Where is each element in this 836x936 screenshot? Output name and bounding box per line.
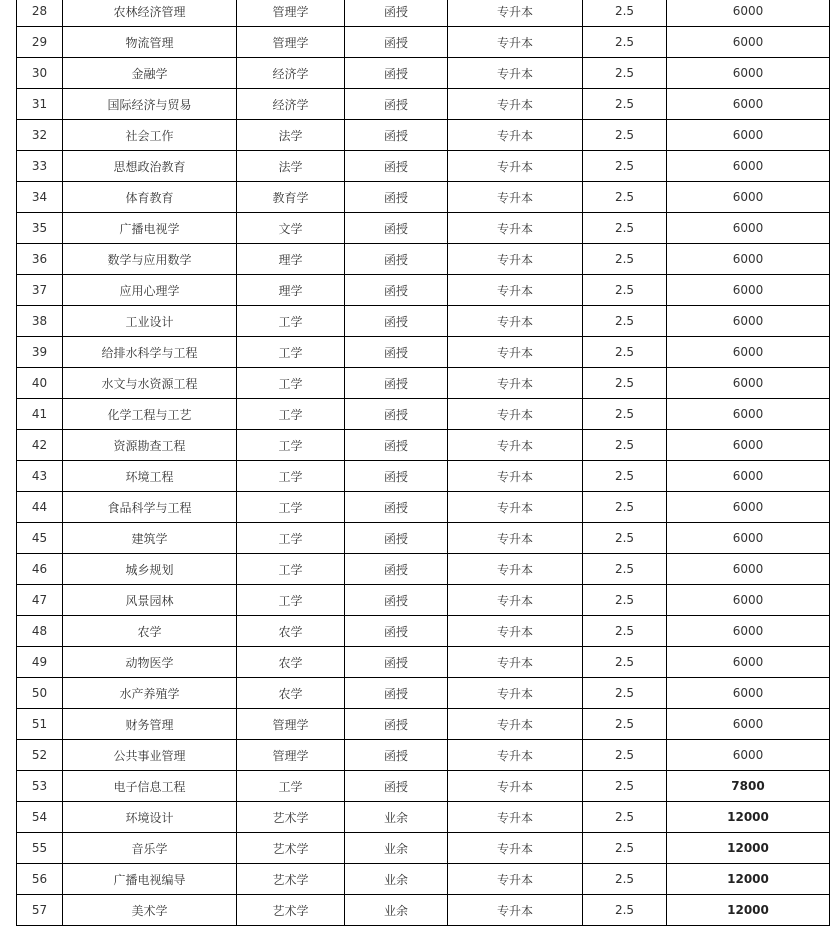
- education-level-cell: 专升本: [448, 244, 583, 275]
- duration-years-cell: 2.5: [583, 616, 667, 647]
- row-number-cell: 32: [17, 120, 63, 151]
- discipline-category-cell: 工学: [237, 430, 345, 461]
- study-mode-cell: 函授: [345, 678, 448, 709]
- table-row: [17, 0, 830, 27]
- discipline-category-cell: 农学: [237, 678, 345, 709]
- education-level-cell: 专升本: [448, 895, 583, 926]
- education-level-cell: 专升本: [448, 461, 583, 492]
- row-number-cell: 31: [17, 89, 63, 120]
- major-name-cell: 应用心理学: [63, 275, 237, 306]
- duration-years-cell: 2.5: [583, 647, 667, 678]
- duration-years-cell: 2.5: [583, 678, 667, 709]
- major-name-cell: 金融学: [63, 58, 237, 89]
- tuition-fee-cell: 12000: [667, 895, 830, 926]
- education-level-cell: 专升本: [448, 647, 583, 678]
- study-mode-cell: 函授: [345, 616, 448, 647]
- tuition-fee-cell: 12000: [667, 864, 830, 895]
- row-number-cell: 44: [17, 492, 63, 523]
- major-name-cell: 农学: [63, 616, 237, 647]
- study-mode-cell: 函授: [345, 523, 448, 554]
- discipline-category-cell: 工学: [237, 337, 345, 368]
- row-number-cell: 53: [17, 771, 63, 802]
- tuition-fee-cell: 6000: [667, 461, 830, 492]
- study-mode-cell: 函授: [345, 585, 448, 616]
- discipline-category-cell: 农学: [237, 647, 345, 678]
- major-name-cell: 化学工程与工艺: [63, 399, 237, 430]
- table-row: [17, 58, 830, 89]
- study-mode-cell: 函授: [345, 554, 448, 585]
- table-row: [17, 554, 830, 585]
- row-number-cell: 43: [17, 461, 63, 492]
- major-name-cell: 音乐学: [63, 833, 237, 864]
- study-mode-cell: 函授: [345, 58, 448, 89]
- education-level-cell: 专升本: [448, 337, 583, 368]
- discipline-category-cell: 工学: [237, 585, 345, 616]
- discipline-category-cell: 法学: [237, 120, 345, 151]
- row-number-cell: 50: [17, 678, 63, 709]
- discipline-category-cell: 法学: [237, 151, 345, 182]
- major-name-cell: 风景园林: [63, 585, 237, 616]
- discipline-category-cell: 管理学: [237, 0, 345, 27]
- table-row: [17, 151, 830, 182]
- tuition-fee-cell: 6000: [667, 740, 830, 771]
- table-row: [17, 213, 830, 244]
- discipline-category-cell: 工学: [237, 306, 345, 337]
- duration-years-cell: 2.5: [583, 523, 667, 554]
- study-mode-cell: 函授: [345, 244, 448, 275]
- major-name-cell: 广播电视学: [63, 213, 237, 244]
- education-level-cell: 专升本: [448, 399, 583, 430]
- study-mode-cell: 函授: [345, 647, 448, 678]
- table-row: [17, 492, 830, 523]
- duration-years-cell: 2.5: [583, 368, 667, 399]
- tuition-fee-cell: 6000: [667, 492, 830, 523]
- tuition-fee-cell: 6000: [667, 151, 830, 182]
- major-name-cell: 农林经济管理: [63, 0, 237, 27]
- tuition-fee-cell: 6000: [667, 58, 830, 89]
- table-row: [17, 337, 830, 368]
- tuition-fee-cell: 6000: [667, 399, 830, 430]
- study-mode-cell: 函授: [345, 771, 448, 802]
- duration-years-cell: 2.5: [583, 709, 667, 740]
- tuition-fee-cell: 7800: [667, 771, 830, 802]
- discipline-category-cell: 工学: [237, 771, 345, 802]
- duration-years-cell: 2.5: [583, 213, 667, 244]
- education-level-cell: 专升本: [448, 120, 583, 151]
- table-row: [17, 647, 830, 678]
- major-name-cell: 体育教育: [63, 182, 237, 213]
- table-row: [17, 616, 830, 647]
- row-number-cell: 34: [17, 182, 63, 213]
- table-row: [17, 833, 830, 864]
- tuition-fee-cell: 6000: [667, 27, 830, 58]
- study-mode-cell: 函授: [345, 430, 448, 461]
- education-level-cell: 专升本: [448, 430, 583, 461]
- row-number-cell: 28: [17, 0, 63, 27]
- table-row: [17, 585, 830, 616]
- education-level-cell: 专升本: [448, 802, 583, 833]
- study-mode-cell: 函授: [345, 461, 448, 492]
- discipline-category-cell: 艺术学: [237, 864, 345, 895]
- tuition-fee-cell: 6000: [667, 0, 830, 27]
- study-mode-cell: 函授: [345, 337, 448, 368]
- table-row: [17, 523, 830, 554]
- tuition-fee-cell: 6000: [667, 275, 830, 306]
- table-body: [17, 0, 830, 926]
- study-mode-cell: 函授: [345, 275, 448, 306]
- table-row: [17, 678, 830, 709]
- tuition-fee-cell: 6000: [667, 368, 830, 399]
- study-mode-cell: 函授: [345, 182, 448, 213]
- table-row: [17, 275, 830, 306]
- major-name-cell: 水产养殖学: [63, 678, 237, 709]
- table-row: [17, 864, 830, 895]
- major-name-cell: 财务管理: [63, 709, 237, 740]
- row-number-cell: 40: [17, 368, 63, 399]
- major-name-cell: 资源勘查工程: [63, 430, 237, 461]
- duration-years-cell: 2.5: [583, 492, 667, 523]
- discipline-category-cell: 工学: [237, 523, 345, 554]
- row-number-cell: 52: [17, 740, 63, 771]
- row-number-cell: 38: [17, 306, 63, 337]
- row-number-cell: 49: [17, 647, 63, 678]
- tuition-fee-cell: 6000: [667, 182, 830, 213]
- duration-years-cell: 2.5: [583, 120, 667, 151]
- study-mode-cell: 函授: [345, 492, 448, 523]
- study-mode-cell: 函授: [345, 120, 448, 151]
- study-mode-cell: 函授: [345, 740, 448, 771]
- study-mode-cell: 函授: [345, 89, 448, 120]
- row-number-cell: 36: [17, 244, 63, 275]
- table-row: [17, 120, 830, 151]
- discipline-category-cell: 艺术学: [237, 802, 345, 833]
- row-number-cell: 42: [17, 430, 63, 461]
- major-name-cell: 公共事业管理: [63, 740, 237, 771]
- table-row: [17, 802, 830, 833]
- duration-years-cell: 2.5: [583, 554, 667, 585]
- major-name-cell: 建筑学: [63, 523, 237, 554]
- education-level-cell: 专升本: [448, 58, 583, 89]
- row-number-cell: 51: [17, 709, 63, 740]
- discipline-category-cell: 艺术学: [237, 833, 345, 864]
- duration-years-cell: 2.5: [583, 151, 667, 182]
- discipline-category-cell: 经济学: [237, 89, 345, 120]
- row-number-cell: 30: [17, 58, 63, 89]
- major-name-cell: 物流管理: [63, 27, 237, 58]
- discipline-category-cell: 管理学: [237, 709, 345, 740]
- row-number-cell: 47: [17, 585, 63, 616]
- table-row: [17, 368, 830, 399]
- table-row: [17, 430, 830, 461]
- discipline-category-cell: 艺术学: [237, 895, 345, 926]
- duration-years-cell: 2.5: [583, 244, 667, 275]
- study-mode-cell: 函授: [345, 709, 448, 740]
- discipline-category-cell: 文学: [237, 213, 345, 244]
- tuition-fee-cell: 6000: [667, 523, 830, 554]
- table-row: [17, 182, 830, 213]
- education-level-cell: 专升本: [448, 554, 583, 585]
- education-level-cell: 专升本: [448, 306, 583, 337]
- study-mode-cell: 业余: [345, 833, 448, 864]
- tuition-fee-cell: 6000: [667, 678, 830, 709]
- major-name-cell: 工业设计: [63, 306, 237, 337]
- education-level-cell: 专升本: [448, 740, 583, 771]
- education-level-cell: 专升本: [448, 213, 583, 244]
- tuition-fee-cell: 6000: [667, 585, 830, 616]
- major-name-cell: 城乡规划: [63, 554, 237, 585]
- duration-years-cell: 2.5: [583, 740, 667, 771]
- duration-years-cell: 2.5: [583, 430, 667, 461]
- tuition-fee-cell: 6000: [667, 709, 830, 740]
- duration-years-cell: 2.5: [583, 833, 667, 864]
- education-level-cell: 专升本: [448, 585, 583, 616]
- row-number-cell: 48: [17, 616, 63, 647]
- duration-years-cell: 2.5: [583, 89, 667, 120]
- tuition-fee-cell: 12000: [667, 833, 830, 864]
- major-name-cell: 美术学: [63, 895, 237, 926]
- row-number-cell: 41: [17, 399, 63, 430]
- major-name-cell: 食品科学与工程: [63, 492, 237, 523]
- major-fee-table: [16, 0, 830, 926]
- duration-years-cell: 2.5: [583, 585, 667, 616]
- discipline-category-cell: 管理学: [237, 27, 345, 58]
- duration-years-cell: 2.5: [583, 895, 667, 926]
- duration-years-cell: 2.5: [583, 802, 667, 833]
- education-level-cell: 专升本: [448, 275, 583, 306]
- education-level-cell: 专升本: [448, 368, 583, 399]
- table-row: [17, 709, 830, 740]
- table-row: [17, 399, 830, 430]
- discipline-category-cell: 农学: [237, 616, 345, 647]
- discipline-category-cell: 教育学: [237, 182, 345, 213]
- tuition-fee-cell: 6000: [667, 554, 830, 585]
- tuition-fee-cell: 6000: [667, 430, 830, 461]
- table-row: [17, 461, 830, 492]
- duration-years-cell: 2.5: [583, 461, 667, 492]
- study-mode-cell: 函授: [345, 0, 448, 27]
- study-mode-cell: 函授: [345, 399, 448, 430]
- education-level-cell: 专升本: [448, 27, 583, 58]
- duration-years-cell: 2.5: [583, 27, 667, 58]
- study-mode-cell: 函授: [345, 151, 448, 182]
- tuition-fee-cell: 6000: [667, 337, 830, 368]
- major-name-cell: 社会工作: [63, 120, 237, 151]
- major-name-cell: 动物医学: [63, 647, 237, 678]
- tuition-fee-cell: 6000: [667, 89, 830, 120]
- education-level-cell: 专升本: [448, 771, 583, 802]
- education-level-cell: 专升本: [448, 709, 583, 740]
- tuition-fee-cell: 6000: [667, 616, 830, 647]
- education-level-cell: 专升本: [448, 678, 583, 709]
- education-level-cell: 专升本: [448, 182, 583, 213]
- duration-years-cell: 2.5: [583, 399, 667, 430]
- study-mode-cell: 函授: [345, 213, 448, 244]
- study-mode-cell: 函授: [345, 368, 448, 399]
- duration-years-cell: 2.5: [583, 306, 667, 337]
- study-mode-cell: 函授: [345, 27, 448, 58]
- major-name-cell: 环境设计: [63, 802, 237, 833]
- tuition-fee-cell: 6000: [667, 306, 830, 337]
- duration-years-cell: 2.5: [583, 58, 667, 89]
- education-level-cell: 专升本: [448, 151, 583, 182]
- education-level-cell: 专升本: [448, 492, 583, 523]
- major-name-cell: 思想政治教育: [63, 151, 237, 182]
- discipline-category-cell: 理学: [237, 275, 345, 306]
- major-name-cell: 水文与水资源工程: [63, 368, 237, 399]
- discipline-category-cell: 管理学: [237, 740, 345, 771]
- duration-years-cell: 2.5: [583, 275, 667, 306]
- major-name-cell: 国际经济与贸易: [63, 89, 237, 120]
- duration-years-cell: 2.5: [583, 771, 667, 802]
- table-row: [17, 89, 830, 120]
- discipline-category-cell: 工学: [237, 492, 345, 523]
- row-number-cell: 33: [17, 151, 63, 182]
- education-level-cell: 专升本: [448, 616, 583, 647]
- discipline-category-cell: 理学: [237, 244, 345, 275]
- study-mode-cell: 函授: [345, 306, 448, 337]
- row-number-cell: 55: [17, 833, 63, 864]
- table-wrapper: [16, 0, 830, 926]
- study-mode-cell: 业余: [345, 895, 448, 926]
- duration-years-cell: 2.5: [583, 337, 667, 368]
- discipline-category-cell: 工学: [237, 399, 345, 430]
- discipline-category-cell: 工学: [237, 461, 345, 492]
- education-level-cell: 专升本: [448, 864, 583, 895]
- study-mode-cell: 业余: [345, 864, 448, 895]
- tuition-fee-cell: 6000: [667, 120, 830, 151]
- major-name-cell: 数学与应用数学: [63, 244, 237, 275]
- table-row: [17, 740, 830, 771]
- table-row: [17, 244, 830, 275]
- education-level-cell: 专升本: [448, 89, 583, 120]
- duration-years-cell: 2.5: [583, 0, 667, 27]
- row-number-cell: 45: [17, 523, 63, 554]
- table-row: [17, 27, 830, 58]
- major-name-cell: 环境工程: [63, 461, 237, 492]
- tuition-fee-cell: 6000: [667, 647, 830, 678]
- discipline-category-cell: 经济学: [237, 58, 345, 89]
- table-row: [17, 306, 830, 337]
- table-row: [17, 771, 830, 802]
- row-number-cell: 57: [17, 895, 63, 926]
- row-number-cell: 54: [17, 802, 63, 833]
- row-number-cell: 35: [17, 213, 63, 244]
- row-number-cell: 29: [17, 27, 63, 58]
- education-level-cell: 专升本: [448, 0, 583, 27]
- table-row: [17, 895, 830, 926]
- major-name-cell: 电子信息工程: [63, 771, 237, 802]
- duration-years-cell: 2.5: [583, 182, 667, 213]
- tuition-fee-cell: 6000: [667, 244, 830, 275]
- education-level-cell: 专升本: [448, 833, 583, 864]
- row-number-cell: 39: [17, 337, 63, 368]
- major-name-cell: 给排水科学与工程: [63, 337, 237, 368]
- discipline-category-cell: 工学: [237, 554, 345, 585]
- education-level-cell: 专升本: [448, 523, 583, 554]
- major-name-cell: 广播电视编导: [63, 864, 237, 895]
- duration-years-cell: 2.5: [583, 864, 667, 895]
- tuition-fee-cell: 6000: [667, 213, 830, 244]
- row-number-cell: 46: [17, 554, 63, 585]
- tuition-fee-cell: 12000: [667, 802, 830, 833]
- study-mode-cell: 业余: [345, 802, 448, 833]
- row-number-cell: 37: [17, 275, 63, 306]
- discipline-category-cell: 工学: [237, 368, 345, 399]
- row-number-cell: 56: [17, 864, 63, 895]
